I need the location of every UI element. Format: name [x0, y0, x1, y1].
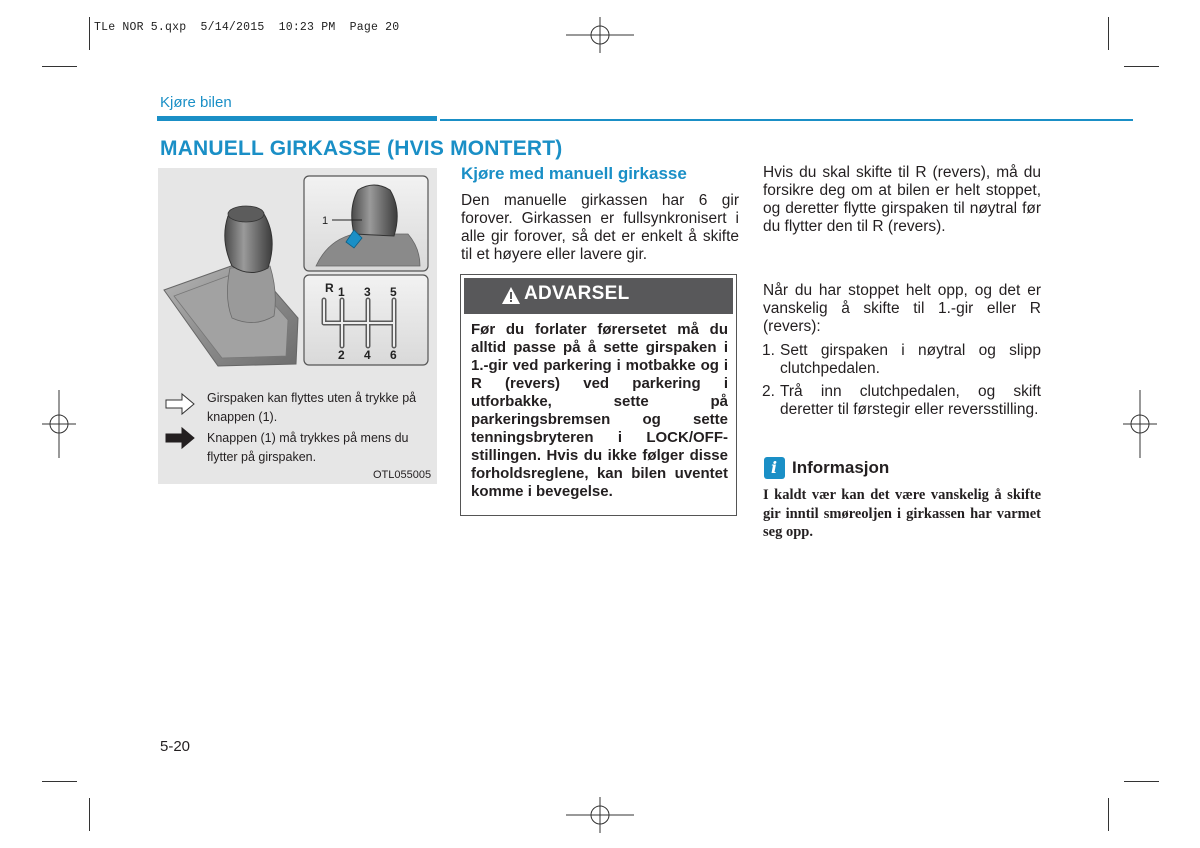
list-item-text: Trå inn clutchpedalen, og skift deretter til førstegir eller reversstilling. — [780, 383, 1041, 418]
callout-number: 1 — [322, 215, 329, 227]
warning-title: ADVARSEL — [524, 283, 630, 304]
list-item-number: 2. — [762, 383, 775, 400]
section-label: Kjøre bilen — [160, 94, 232, 111]
header-rule-thin — [440, 119, 1133, 121]
gear-label-1: 1 — [338, 285, 345, 299]
stopped-paragraph: Når du har stoppet helt opp, og det er vanskelig å skifte til 1.-gir eller R (revers): — [763, 282, 1041, 335]
intro-paragraph: Den manuelle girkassen har 6 gir forover. Girkassen er fullsynkronisert i alle gir forover, så det er enkelt å skifte til et høyere eller lavere gir. — [461, 192, 739, 263]
list-item — [762, 383, 1041, 419]
page-number: 5-20 — [160, 738, 191, 755]
subsection-heading: Kjøre med manuell girkasse — [461, 164, 687, 183]
warning-header — [464, 278, 733, 314]
warning-box — [460, 274, 737, 516]
steps-list — [762, 342, 1041, 419]
legend-line: flytter på girspaken. — [207, 450, 317, 464]
figure-code: OTL055005 — [373, 469, 432, 481]
legend-item-outline-arrow — [207, 389, 435, 427]
info-title: Informasjon — [792, 458, 890, 477]
legend-line: Knappen (1) må trykkes på mens du — [207, 431, 409, 445]
reverse-paragraph: Hvis du skal skifte til R (revers), må du forsikre deg om at bilen er helt stoppet, og deretter flytte girspaken til nøytral før du flytter den til R (revers). — [763, 164, 1041, 235]
gear-label-5: 5 — [390, 285, 397, 299]
legend-line: knappen (1). — [207, 410, 278, 424]
gear-label-2: 2 — [338, 348, 345, 362]
legend-line: Girspaken kan flyttes uten å trykke på — [207, 391, 417, 405]
legend-item-filled-arrow — [207, 429, 435, 467]
header-rule-thick — [157, 116, 437, 121]
info-icon: i — [764, 457, 785, 479]
chapter-title: MANUELL GIRKASSE (HVIS MONTERT) — [160, 137, 563, 160]
list-item-text: Sett girspaken i nøytral og slipp clutchpedalen. — [780, 342, 1041, 377]
list-item — [762, 342, 1041, 378]
gear-label-r: R — [325, 281, 334, 295]
list-item-number: 1. — [762, 342, 775, 359]
info-text: I kaldt vær kan det være vanskelig å skifte gir inntil smøreoljen i girkassen har varmet seg opp. — [763, 487, 1041, 540]
outline-arrow-icon — [166, 394, 194, 414]
gear-label-4: 4 — [364, 348, 371, 362]
warning-text: Før du forlater førersetet må du alltid passe på å sette girspaken i 1.-gir ved parkering i motbakke og i R (revers) ved parkering i utforbakke, sette på parkeringsbremsen og sette tenningsbryteren i LOCK/OFF-stillingen. Hvis du ikke følger disse forholdsreglene, kan bilen uventet komme i bevegelse. — [471, 321, 728, 500]
filled-arrow-icon — [166, 428, 194, 448]
gear-shift-figure — [158, 168, 437, 484]
warning-triangle-icon — [501, 286, 521, 305]
gear-label-3: 3 — [364, 285, 371, 299]
gear-label-6: 6 — [390, 348, 397, 362]
print-slug: TLe NOR 5.qxp 5/14/2015 10:23 PM Page 20 — [94, 21, 400, 34]
